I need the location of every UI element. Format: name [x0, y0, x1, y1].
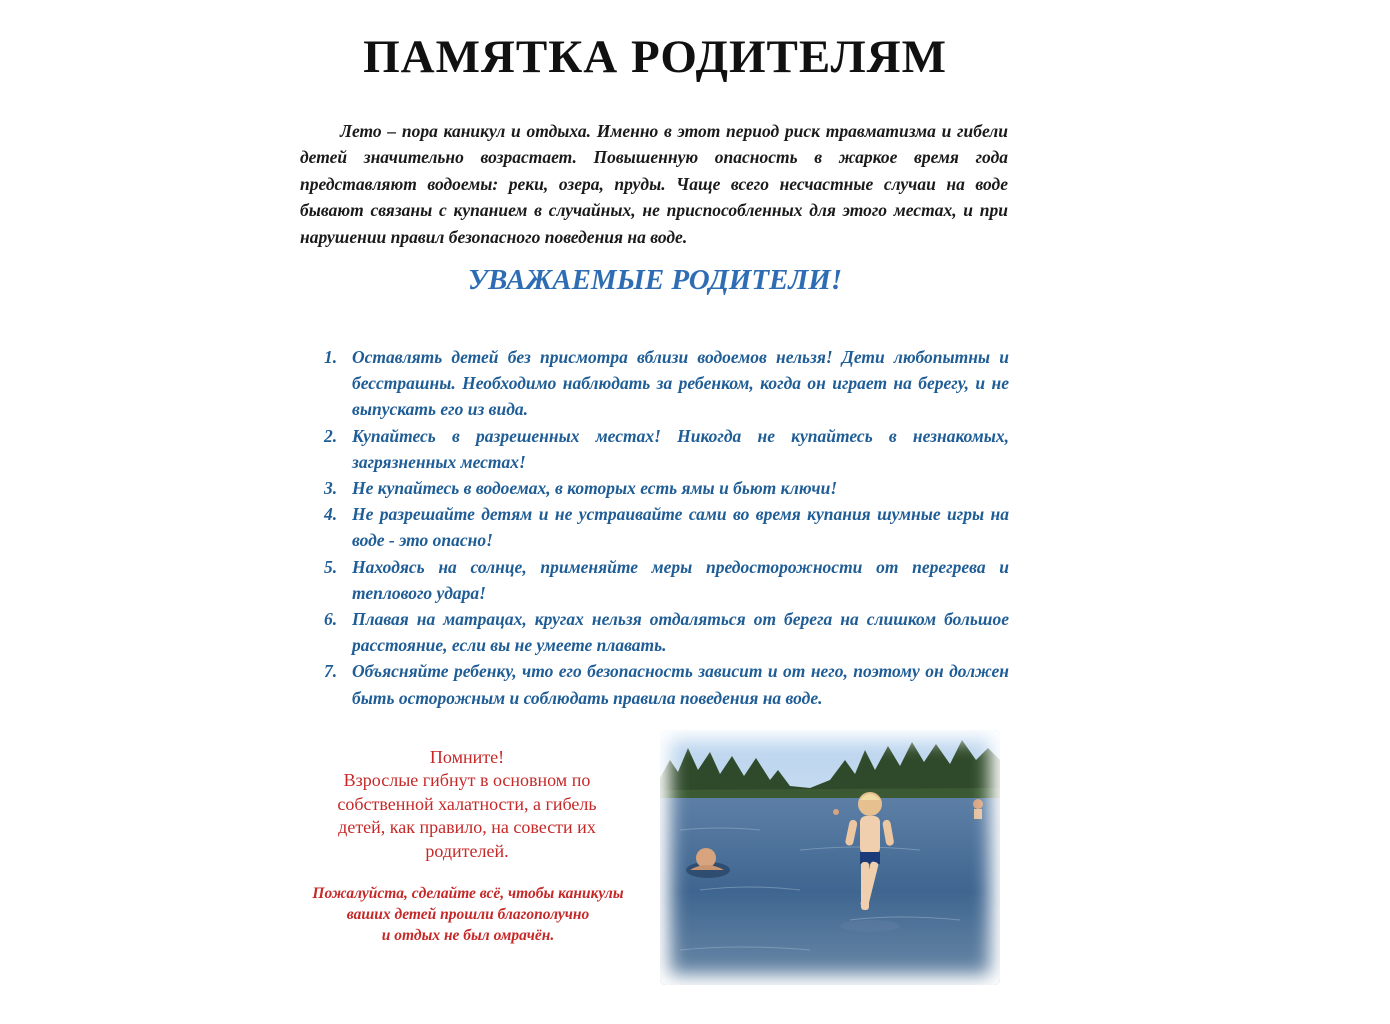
plea-line: ваших детей прошли благополучно [346, 906, 590, 923]
remember-line: Взрослые гибнут в основном по [343, 770, 591, 791]
list-item-number: 1. [324, 347, 338, 367]
list-item [324, 475, 1009, 501]
lake-children-photo [660, 730, 1000, 985]
list-item-text: Объясняйте ребенку, что его безопасность зависит и от него, поэтому он должен быть осторожным и соблюдать правила поведения на воде. [352, 661, 1009, 708]
list-item [324, 658, 1009, 710]
list-item-number: 5. [324, 556, 338, 577]
list-item [324, 554, 1009, 606]
list-item-number: 3. [324, 478, 338, 499]
list-item-number: 2. [324, 425, 338, 446]
remember-note [318, 746, 616, 863]
safety-rules-list [324, 344, 1009, 711]
lake-scene-illustration [660, 730, 1000, 985]
list-item [324, 606, 1009, 658]
section-subtitle: УВАЖАЕМЫЕ РОДИТЕЛИ! [467, 264, 843, 296]
list-item-text: Не разрешайте детям и не устраивайте сами во время купания шумные игры на воде - это опасно! [352, 504, 1009, 551]
lake-water [660, 798, 1000, 985]
distant-child [973, 799, 983, 809]
adult-swimmer-head [696, 848, 716, 868]
list-item-number: 4. [324, 504, 338, 525]
plea-line: и отдых не был омрачён. [381, 927, 555, 944]
distant-child-body [974, 809, 982, 819]
list-item-number: 6. [324, 609, 338, 630]
list-item [324, 501, 1009, 553]
remember-line: собственной халатности, а гибель [337, 793, 597, 814]
remember-heading: Помните! [429, 747, 505, 767]
intro-paragraph: Лето – пора каникул и отдыха. Именно в этот период риск травматизма и гибели детей значительно возрастает. Повышенную опасность в жаркое время года представляют водоемы: реки, озера, пруды. Чаще всего несчастные случаи на воде бывают связаны с купанием в случайных, не приспособленных для этого местах, и при нарушении правил безопасного поведения на воде. [300, 121, 1008, 247]
remember-line: родителей. [425, 840, 509, 861]
distant-swimmer [833, 809, 839, 815]
remember-line: детей, как правило, на совести их [338, 817, 596, 838]
list-item [324, 423, 1009, 475]
list-item-text: Не купайтесь в водоемах, в которых есть ямы и бьют ключи! [352, 478, 838, 499]
list-item-number: 7. [324, 661, 338, 682]
list-item [324, 344, 1009, 423]
plea-line: Пожалуйста, сделайте всё, чтобы каникулы [312, 885, 624, 902]
list-item-text: Оставлять детей без присмотра вблизи водоемов нельзя! Дети любопытны и бесстрашны. Необходимо наблюдать за ребенком, когда он играет на берегу, и не выпускать его из вида. [352, 347, 1009, 420]
plea-note [300, 883, 636, 946]
list-item-text: Находясь на солнце, применяйте меры предосторожности от перегрева и теплового удара! [352, 556, 1009, 603]
page-title: ПАМЯТКА РОДИТЕЛЯМ [363, 31, 947, 83]
list-item-text: Плавая на матрацах, кругах нельзя отдаляться от берега на слишком большое расстояние, если вы не умеете плавать. [352, 609, 1009, 656]
child-ripple [840, 920, 900, 932]
list-item-text: Купайтесь в разрешенных местах! Никогда не купайтесь в незнакомых, загрязненных местах! [352, 425, 1009, 472]
